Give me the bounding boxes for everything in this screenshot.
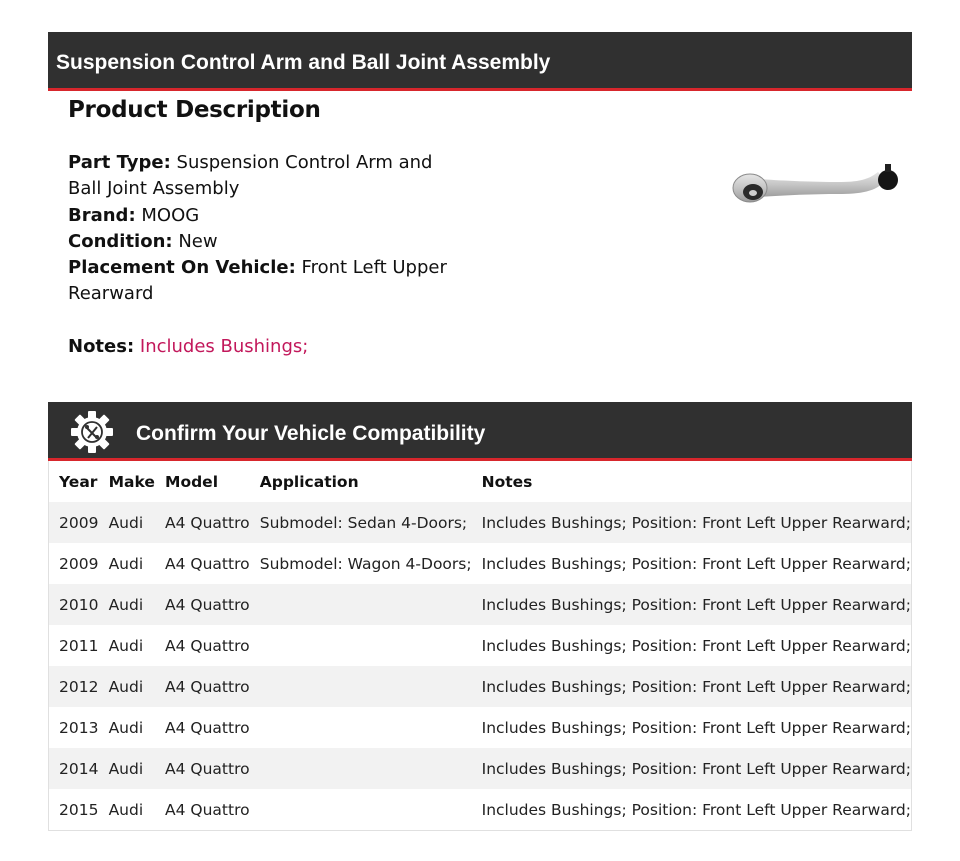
- cell-application: [250, 584, 472, 625]
- column-header-application: Application: [259, 472, 359, 491]
- description-body: [68, 150, 448, 360]
- product-title: Suspension Control Arm and Ball Joint Assembly: [56, 51, 551, 74]
- cell-application: [250, 707, 472, 748]
- cell-notes: Includes Bushings; Position: Front Left Upper Rearward;: [481, 800, 911, 819]
- field-part-type: Part Type: Suspension Control Arm and Ball Joint Assembly: [68, 152, 433, 200]
- cell-application: [250, 748, 472, 789]
- table-row: [49, 707, 911, 748]
- cell-notes: Includes Bushings; Position: Front Left Upper Rearward;: [472, 584, 911, 625]
- table-row: [49, 789, 911, 830]
- cell-make: Audi: [99, 584, 155, 625]
- cell-make: Audi: [108, 554, 144, 573]
- cell-model: A4 Quattro: [155, 584, 250, 625]
- cell-make: Audi: [108, 800, 144, 819]
- field-condition: Condition: New: [68, 230, 218, 252]
- compatibility-banner: [48, 402, 912, 461]
- cell-notes: Includes Bushings; Position: Front Left Upper Rearward;: [481, 636, 911, 655]
- field-placement: Placement On Vehicle: Front Left Upper Rearward: [68, 257, 447, 305]
- table-row: [49, 666, 911, 707]
- cell-year: 2011: [59, 636, 99, 655]
- column-header-year: Year: [59, 472, 98, 491]
- table-row: [49, 543, 911, 584]
- cell-year: 2009: [49, 502, 99, 543]
- cell-year: 2012: [49, 666, 99, 707]
- cell-make: Audi: [99, 502, 155, 543]
- cell-model: A4 Quattro: [155, 748, 250, 789]
- cell-make: Audi: [108, 636, 144, 655]
- compatibility-title: Confirm Your Vehicle Compatibility: [136, 422, 486, 445]
- cell-notes: Includes Bushings; Position: Front Left Upper Rearward;: [472, 502, 911, 543]
- cell-notes: Includes Bushings; Position: Front Left Upper Rearward;: [481, 718, 911, 737]
- gear-icon: [70, 410, 114, 454]
- field-brand: Brand: MOOG: [68, 204, 200, 226]
- cell-make: Audi: [99, 748, 155, 789]
- cell-model: A4 Quattro: [165, 718, 250, 737]
- control-arm-image: [728, 160, 908, 212]
- cell-year: 2009: [59, 554, 99, 573]
- field-notes: Notes: Includes Bushings;: [68, 335, 309, 357]
- cell-application: Submodel: Wagon 4-Doors;: [259, 554, 472, 573]
- cell-model: A4 Quattro: [155, 502, 250, 543]
- table-row: [49, 625, 911, 666]
- cell-notes: Includes Bushings; Position: Front Left Upper Rearward;: [472, 748, 911, 789]
- table-row: [49, 502, 911, 543]
- cell-notes: Includes Bushings; Position: Front Left Upper Rearward;: [472, 666, 911, 707]
- table-row: [49, 748, 911, 789]
- table-header-row: [49, 461, 911, 502]
- cell-application: [250, 666, 472, 707]
- compatibility-table: [48, 461, 912, 831]
- cell-model: A4 Quattro: [165, 636, 250, 655]
- cell-year: 2013: [59, 718, 99, 737]
- cell-model: A4 Quattro: [155, 666, 250, 707]
- cell-application: [250, 789, 472, 830]
- cell-year: 2015: [59, 800, 99, 819]
- cell-year: 2014: [49, 748, 99, 789]
- product-title-banner: [48, 32, 912, 91]
- cell-application: Submodel: Sedan 4-Doors;: [250, 502, 472, 543]
- column-header-make: Make: [108, 472, 155, 491]
- table-row: [49, 584, 911, 625]
- cell-model: A4 Quattro: [165, 800, 250, 819]
- cell-model: A4 Quattro: [165, 554, 250, 573]
- cell-make: Audi: [99, 666, 155, 707]
- description-heading: Product Description: [68, 97, 321, 123]
- column-header-model: Model: [165, 472, 219, 491]
- cell-notes: Includes Bushings; Position: Front Left Upper Rearward;: [481, 554, 911, 573]
- cell-year: 2010: [49, 584, 99, 625]
- cell-make: Audi: [108, 718, 144, 737]
- cell-application: [250, 625, 472, 666]
- column-header-notes: Notes: [481, 472, 533, 491]
